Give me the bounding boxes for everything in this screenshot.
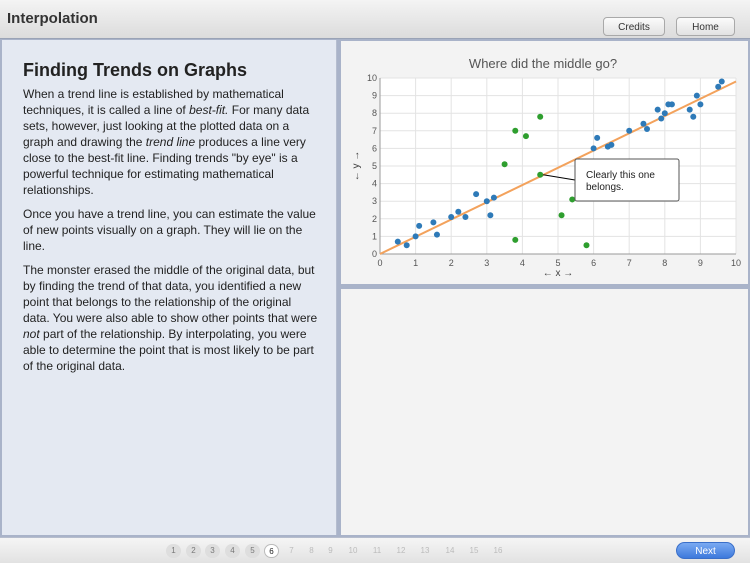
page-dot-5[interactable]: 5 bbox=[245, 544, 260, 558]
original-data-point bbox=[487, 212, 493, 218]
y-axis-label: ← y → bbox=[351, 150, 362, 182]
original-data-point bbox=[473, 191, 479, 197]
candidate-point[interactable] bbox=[537, 172, 543, 178]
candidate-point[interactable] bbox=[569, 196, 575, 202]
page-dot-16: 16 bbox=[493, 546, 503, 555]
y-tick-label: 1 bbox=[371, 231, 377, 242]
x-tick-label: 0 bbox=[377, 258, 383, 268]
y-tick-label: 5 bbox=[371, 161, 377, 171]
page-dot-15: 15 bbox=[469, 546, 479, 555]
lesson-paragraph-1 bbox=[23, 86, 319, 198]
y-tick-label: 2 bbox=[371, 213, 377, 224]
x-tick-label: 1 bbox=[413, 258, 419, 268]
original-data-point bbox=[484, 198, 490, 204]
original-data-point bbox=[608, 142, 614, 148]
y-tick-label: 8 bbox=[371, 108, 377, 119]
page-dot-11: 11 bbox=[372, 546, 382, 555]
x-tick-label: 7 bbox=[626, 258, 632, 268]
original-data-point bbox=[591, 145, 597, 151]
candidate-point[interactable] bbox=[583, 242, 589, 248]
x-tick-label: 4 bbox=[519, 258, 525, 268]
app-title: Interpolation bbox=[7, 10, 98, 27]
page-dot-14: 14 bbox=[445, 546, 455, 555]
x-axis-label: ← x → bbox=[542, 268, 574, 279]
x-tick-label: 10 bbox=[730, 258, 742, 268]
scatter-chart bbox=[341, 41, 748, 284]
top-toolbar bbox=[0, 0, 750, 39]
page-dot-13: 13 bbox=[420, 546, 430, 555]
candidate-point[interactable] bbox=[512, 128, 518, 134]
original-data-point bbox=[626, 128, 632, 134]
paragraph-3-text-b: part of the relationship. By interpolating, you were able to determine the point that is most likely to be part of the original data. bbox=[23, 327, 314, 373]
y-tick-label: 7 bbox=[371, 125, 377, 136]
original-data-point bbox=[404, 242, 410, 248]
original-data-point bbox=[662, 110, 668, 116]
original-data-point bbox=[462, 214, 468, 220]
x-tick-label: 5 bbox=[555, 258, 561, 268]
original-data-point bbox=[669, 101, 675, 107]
lesson-title: Finding Trends on Graphs bbox=[23, 60, 248, 80]
original-data-point bbox=[455, 209, 461, 215]
page-dot-4[interactable]: 4 bbox=[225, 544, 240, 558]
x-tick-label: 9 bbox=[697, 258, 703, 268]
page-dot-7: 7 bbox=[289, 546, 294, 555]
page-dot-2[interactable]: 2 bbox=[186, 544, 201, 558]
original-data-point bbox=[395, 239, 401, 245]
original-data-point bbox=[658, 115, 664, 121]
paragraph-1-text-a: When a trend line is established by mathematical techniques, it is called a line of bbox=[23, 87, 284, 117]
page-dot-6[interactable]: 6 bbox=[264, 544, 279, 558]
y-tick-label: 3 bbox=[371, 196, 377, 207]
x-tick-label: 3 bbox=[484, 258, 490, 268]
original-data-point bbox=[690, 114, 696, 120]
y-tick-label: 4 bbox=[371, 178, 377, 189]
original-data-point bbox=[644, 126, 650, 132]
original-data-point bbox=[491, 195, 497, 201]
original-data-point bbox=[430, 219, 436, 225]
y-tick-label: 9 bbox=[371, 90, 377, 101]
x-tick-label: 8 bbox=[662, 258, 668, 268]
page-dot-1[interactable]: 1 bbox=[166, 544, 181, 558]
candidate-point[interactable] bbox=[502, 161, 508, 167]
paragraph-1-text-b: For many data sets, however, just looking at the plotted data on a graph and drawing the bbox=[23, 103, 310, 149]
original-data-point bbox=[697, 101, 703, 107]
original-data-point bbox=[694, 93, 700, 99]
y-tick-label: 6 bbox=[371, 143, 377, 154]
original-data-point bbox=[655, 107, 661, 113]
x-tick-label: 6 bbox=[591, 258, 597, 268]
candidate-point[interactable] bbox=[559, 212, 565, 218]
original-data-point bbox=[640, 121, 646, 127]
page-dot-8: 8 bbox=[309, 546, 314, 555]
y-tick-label: 0 bbox=[371, 249, 377, 259]
lesson-paragraph-2: Once you have a trend line, you can estimate the value of new points visually on a graph. They will lie on the line. bbox=[23, 207, 316, 253]
chart-title: Where did the middle go? bbox=[468, 56, 618, 71]
next-button[interactable]: Next bbox=[676, 542, 735, 559]
home-button[interactable]: Home bbox=[676, 17, 735, 36]
chart-panel bbox=[341, 41, 748, 284]
lesson-panel bbox=[2, 40, 337, 535]
paragraph-1-text-c: produces a line very close to the best-fit line. Finding trends "by eye" is a powerful technique for estimating mathematical relationships. bbox=[23, 135, 306, 197]
original-data-point bbox=[715, 84, 721, 90]
lesson-paragraph-3 bbox=[23, 262, 319, 374]
paragraph-1-emphasis-best-fit: best-fit. bbox=[189, 103, 229, 117]
callout-text-line-1: Clearly this one bbox=[586, 170, 655, 181]
page-dot-3[interactable]: 3 bbox=[205, 544, 220, 558]
candidate-point[interactable] bbox=[537, 114, 543, 120]
original-data-point bbox=[687, 107, 693, 113]
x-tick-label: 2 bbox=[448, 258, 454, 268]
y-tick-label: 10 bbox=[366, 73, 377, 83]
candidate-point[interactable] bbox=[512, 237, 518, 243]
original-data-point bbox=[434, 232, 440, 238]
bottom-navigation bbox=[0, 537, 750, 563]
original-data-point bbox=[448, 214, 454, 220]
callout-text-line-2: belongs. bbox=[586, 182, 624, 193]
page-dot-10: 10 bbox=[348, 546, 358, 555]
page-dot-12: 12 bbox=[396, 546, 406, 555]
paragraph-3-emphasis-not: not bbox=[23, 327, 40, 341]
interaction-panel bbox=[341, 289, 748, 535]
original-data-point bbox=[413, 233, 419, 239]
paragraph-1-emphasis-trend-line: trend line bbox=[145, 135, 196, 149]
credits-button[interactable]: Credits bbox=[603, 17, 665, 36]
original-data-point bbox=[416, 223, 422, 229]
original-data-point bbox=[594, 135, 600, 141]
paragraph-3-text-a: The monster erased the middle of the original data, but by finding the trend of that data, you identified a new point that belongs to the relationship of the original data. You were also able to show other points that were bbox=[23, 263, 318, 325]
page-dot-9: 9 bbox=[328, 546, 333, 555]
original-data-point bbox=[719, 79, 725, 85]
candidate-point[interactable] bbox=[523, 133, 529, 139]
